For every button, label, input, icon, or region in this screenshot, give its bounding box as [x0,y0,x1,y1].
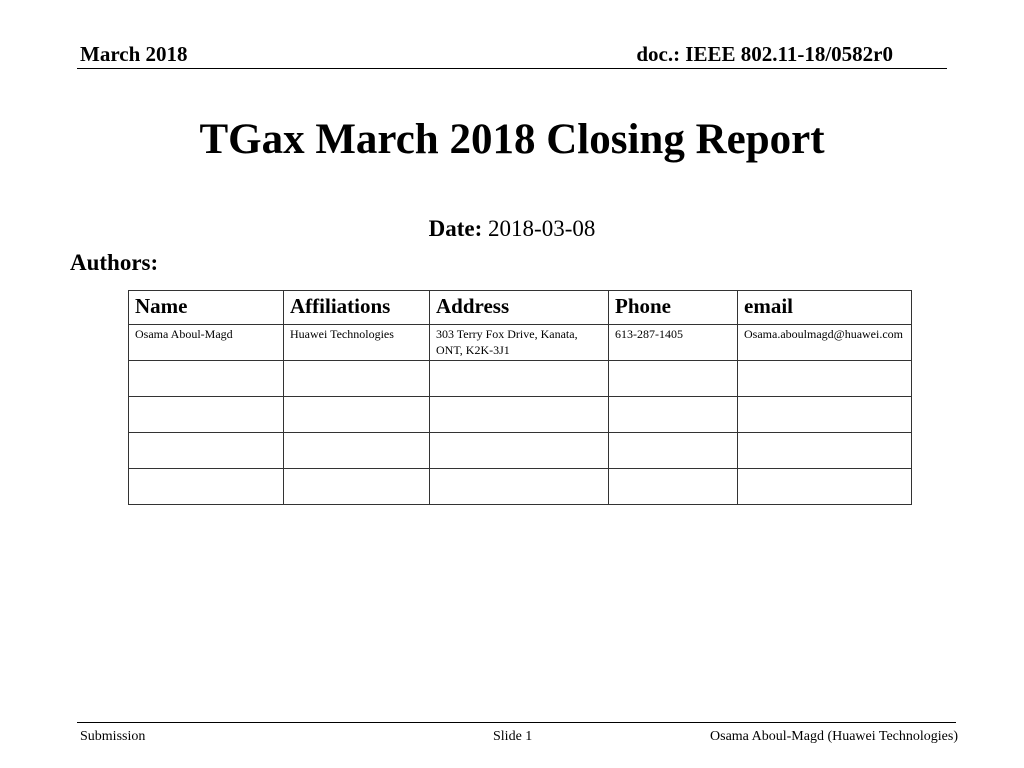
cell-address: 303 Terry Fox Drive, Kanata, ONT, K2K-3J1 [430,325,609,361]
cell-phone [609,397,738,433]
table-row [129,361,912,397]
cell-name [129,469,284,505]
authors-table [128,290,912,505]
cell-name [129,433,284,469]
cell-affiliation [284,433,430,469]
cell-email [738,469,912,505]
cell-name [129,361,284,397]
column-header-email: email [738,291,912,325]
date-label: Date: [428,216,483,241]
table-row [129,397,912,433]
cell-email [738,361,912,397]
cell-affiliation [284,361,430,397]
cell-name: Osama Aboul-Magd [129,325,284,361]
header-rule [77,68,947,69]
cell-phone: 613-287-1405 [609,325,738,361]
cell-email [738,433,912,469]
footer-rule [77,722,956,723]
footer-slide-number: Slide 1 [493,729,533,744]
cell-email [738,397,912,433]
cell-affiliation [284,397,430,433]
column-header-phone: Phone [609,291,738,325]
cell-phone [609,433,738,469]
cell-phone [609,469,738,505]
cell-address [430,469,609,505]
column-header-affiliations: Affiliations [284,291,430,325]
footer-author: Osama Aboul-Magd (Huawei Technologies) [710,729,958,744]
cell-name [129,397,284,433]
cell-address [430,397,609,433]
slide-title: TGax March 2018 Closing Report [199,116,825,163]
column-header-address: Address [430,291,609,325]
cell-affiliation: Huawei Technologies [284,325,430,361]
table-row [129,433,912,469]
table-row [129,325,912,361]
table-header-row [129,291,912,325]
date-value: 2018-03-08 [488,216,596,241]
cell-affiliation [284,469,430,505]
table-row [129,469,912,505]
authors-label: Authors: [70,250,159,275]
header-doc-id: doc.: IEEE 802.11-18/0582r0 [636,42,893,66]
footer-submission: Submission [80,729,146,744]
cell-email: Osama.aboulmagd@huawei.com [738,325,912,361]
cell-address [430,433,609,469]
header-date: March 2018 [80,42,188,66]
cell-address [430,361,609,397]
date-line [0,214,1024,244]
cell-phone [609,361,738,397]
column-header-name: Name [129,291,284,325]
